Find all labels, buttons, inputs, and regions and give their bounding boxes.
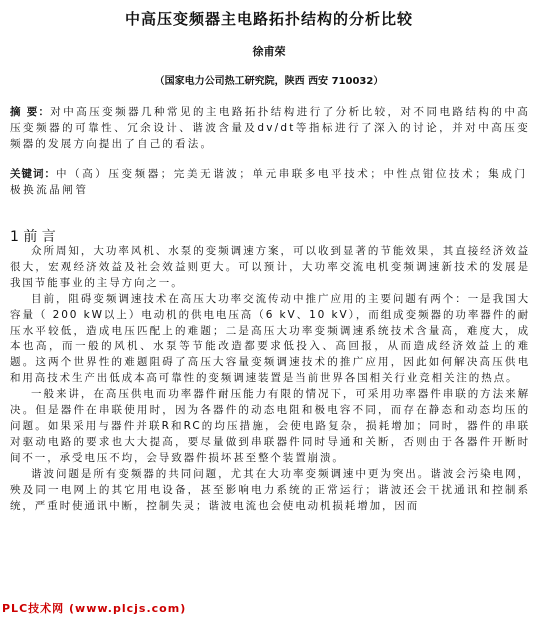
watermark-brand: PLC技术网 <box>2 602 65 615</box>
paragraph: 目前，阻碍变频调速技术在高压大功率交流传动中推广应用的主要问题有两个：一是我国大容量（ 200 kW以上）电动机的供电电压高（6 kV、10 kV），而组成变频器的功率器件的耐压水平较低，造成电压匹配上的难题；二是高压大功率变频调速系统技术含量高，难度大，成本也高，而一般的风机、水泵等节能改造都要求低投入、高回报，从而造成经济效益上的难题。这两个世界性的难题阻碍了高压大容量变频调速技术的推广应用，因此如何解决高压供电和用高技术生产出低成本高可靠性的变频调速装置是当前世界各国相关行业竞相关注的热点。 <box>10 292 530 385</box>
section-heading: 1 前 言 <box>10 229 56 245</box>
watermark-url: (www.plcjs.com) <box>69 602 187 615</box>
paragraph: 一般来讲，在高压供电而功率器件耐压能力有限的情况下，可采用功率器件串联的方法来解决。但是器件在串联使用时，因为各器件的动态电阻和极电容不同，而存在静态和动态均压的问题。如果采用与器件并联R和RC的均压措施，会使电路复杂，损耗增加；同时，器件的串联对驱动电路的要求也大大提高，要尽量做到串联器件同时导通和关断，否则由于各器件开断时间不一，承受电压不均，会导致器件损坏甚至整个装置崩溃。 <box>10 388 530 464</box>
paper-title: 中高压变频器主电路拓扑结构的分析比较 <box>124 10 413 28</box>
keywords-text: 中（高）压变频器；完美无谐波；单元串联多电平技术；中性点钳位技术；集成门极换流晶闸管 <box>10 168 528 196</box>
site-watermark <box>2 600 186 616</box>
author-affiliation: （国家电力公司热工研究院，陕西 西安 710032） <box>154 76 384 87</box>
keywords <box>10 166 530 198</box>
paragraph: 众所周知，大功率风机、水泵的变频调速方案，可以收到显著的节能效果，其直接经济效益很大，宏观经济效益及社会效益则更大。可以预计，大功率交流电机变频调速新技术的发展是我国节能事业的主导方向之一。 <box>10 245 530 289</box>
abstract-text: 对中高压变频器几种常见的主电路拓扑结构进行了分析比较，对不同电路结构的中高压变频器的可靠性、冗余设计、谐波含量及dv/dt等指标进行了深入的讨论，并对中高压变频器的发展方向提出了自己的看法。 <box>10 106 530 150</box>
author-name: 徐甫荣 <box>252 45 286 58</box>
abstract-label: 摘 要： <box>10 106 51 118</box>
abstract <box>10 104 530 152</box>
body-text <box>10 244 530 514</box>
paragraph: 谐波问题是所有变频器的共同问题，尤其在大功率变频调速中更为突出。谐波会污染电网，殃及同一电网上的其它用电设备，甚至影响电力系统的正常运行；谐波还会干扰通讯和控制系统，严重时使通讯中断，控制失灵；谐波电流也会使电动机损耗增加，因而 <box>10 467 530 512</box>
keywords-label: 关键词： <box>10 168 56 180</box>
